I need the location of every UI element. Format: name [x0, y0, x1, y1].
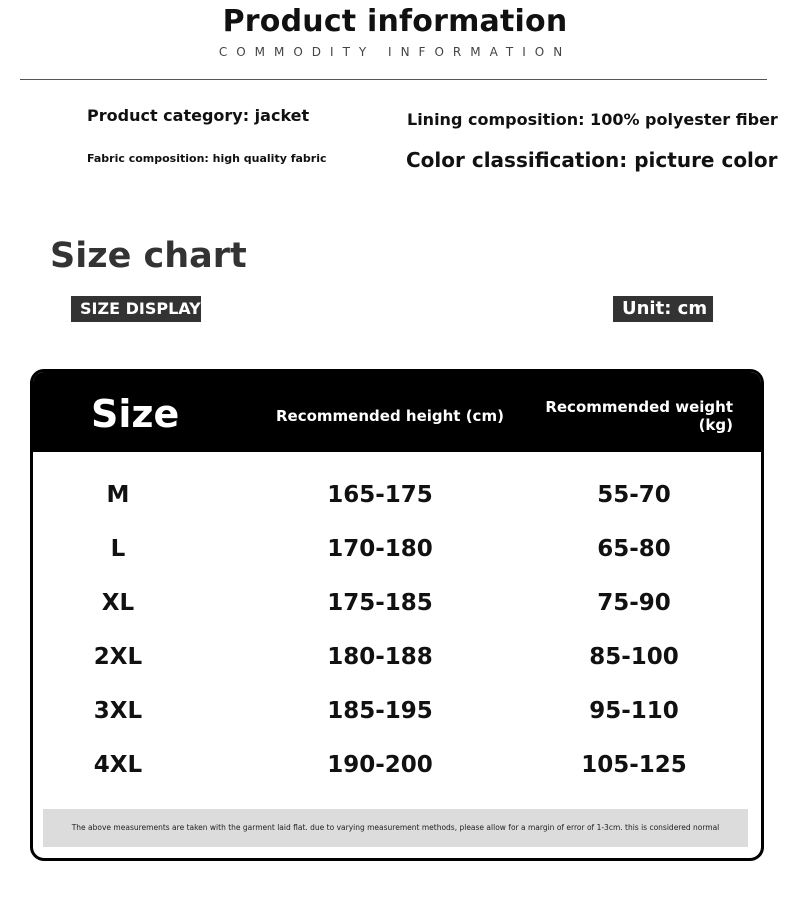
header-size: Size — [91, 392, 180, 436]
table-row — [33, 576, 761, 630]
header-weight — [533, 398, 733, 434]
table-row — [33, 522, 761, 576]
cell-height: 190-200 — [327, 752, 433, 778]
table-header — [33, 372, 761, 452]
unit-tag: Unit: cm — [613, 296, 713, 322]
cell-size: XL — [101, 590, 135, 616]
cell-height: 170-180 — [327, 536, 433, 562]
size-table — [30, 369, 764, 861]
size-chart-title: Size chart — [50, 236, 247, 276]
cell-weight: 55-70 — [597, 482, 671, 508]
measurement-note: The above measurements are taken with the garment laid flat. due to varying measurement methods, please allow for a margin of error of 1-3cm. this is considered normal — [43, 809, 748, 847]
cell-height: 165-175 — [327, 482, 433, 508]
page-subtitle: COMMODITY INFORMATION — [218, 45, 572, 59]
table-row — [33, 630, 761, 684]
cell-weight: 75-90 — [597, 590, 671, 616]
cell-size: L — [110, 536, 126, 562]
cell-size: 3XL — [93, 698, 143, 724]
cell-height: 185-195 — [327, 698, 433, 724]
cell-weight: 105-125 — [581, 752, 687, 778]
cell-weight: 85-100 — [589, 644, 679, 670]
product-category: Product category: jacket — [87, 106, 310, 125]
page-title: Product information — [222, 4, 568, 39]
fabric-composition: Fabric composition: high quality fabric — [87, 152, 327, 165]
cell-height: 175-185 — [327, 590, 433, 616]
cell-size: 2XL — [93, 644, 143, 670]
size-display-tag: SIZE DISPLAY — [71, 296, 201, 322]
cell-height: 180-188 — [327, 644, 433, 670]
table-row — [33, 738, 761, 792]
cell-weight: 95-110 — [589, 698, 679, 724]
cell-weight: 65-80 — [597, 536, 671, 562]
color-classification: Color classification: picture color — [406, 148, 778, 172]
cell-size: 4XL — [93, 752, 143, 778]
cell-size: M — [106, 482, 130, 508]
header-weight-line2: (kg) — [698, 416, 733, 434]
header-weight-line1: Recommended weight — [545, 398, 733, 416]
table-row — [33, 684, 761, 738]
header-height: Recommended height (cm) — [276, 407, 504, 425]
lining-composition: Lining composition: 100% polyester fiber — [407, 110, 778, 129]
table-row — [33, 468, 761, 522]
divider — [20, 79, 767, 80]
